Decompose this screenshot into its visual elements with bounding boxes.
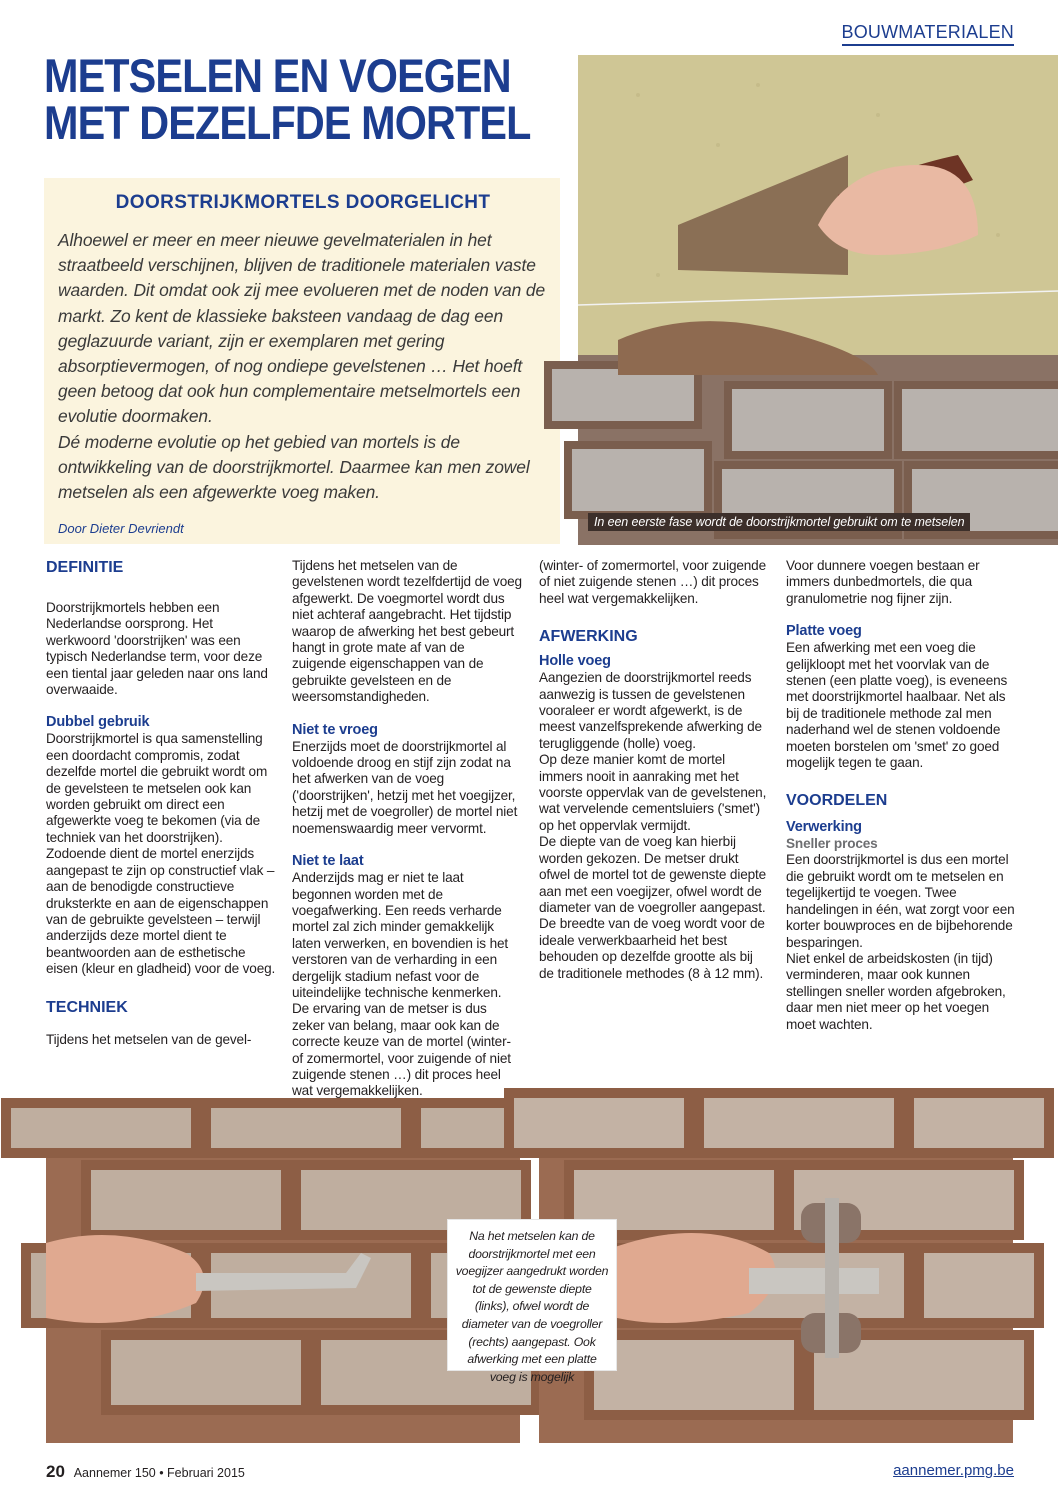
column-1 bbox=[46, 558, 276, 1048]
text-holle-voeg-2: Op deze manier komt de mortel immers nooit in aanraking met het voorste oppervlak van de gevelstenen, wat vervelende cementsluiers ('smet') op het oppervlak vermijdt. bbox=[539, 752, 767, 833]
photo-trowel-bricklaying bbox=[578, 55, 1058, 545]
heading-definitie: DEFINITIE bbox=[46, 559, 124, 576]
issue-info: Aannemer 150 • Februari 2015 bbox=[73, 1466, 245, 1480]
text-platte-voeg: Een afwerking met een voeg die gelijkloopt met het voorvlak van de stenen (een platte voeg), is eveneens met doorstrijkmortel haalbaar. Net als bij de traditionele methode zal men naderhand wel de stenen voldoende moeten borstelen om 'smet' zo goed mogelijk tegen te gaan. bbox=[786, 640, 1008, 771]
intro-paragraph-1: Alhoewel er meer en meer nieuwe gevelmaterialen in het straatbeeld verschijnen, blijven de traditionele materialen vaste waarden. Dit omdat ook zij mee evolueren met de noden van de markt. Zo kent de klassieke baksteen vandaag de dag een geglazuurde variant, zijn er exemplaren met gering absorptievermogen, of nog ondiepe gevelstenen … Het hoeft geen betoog dat ook hun complementaire metselmortels een evolutie doormaken. bbox=[58, 230, 546, 427]
text-niet-te-laat: Anderzijds mag er niet te laat begonnen worden met de voegafwerking. Een reeds verharde mortel zal zich minder gemakkelijk laten verwerken, en bovendien is het verstoren van de verharding in een dergelijk stadium nefast voor de uiteindelijke technische kenmerken. De ervaring van de metser is dus zeker van belang, maar ook kan de correcte keuze van de mortel (winter- of zomermortel, voor zuigende of niet zuigende stenen …) dit proces heel wat vergemakkelijken. bbox=[292, 870, 511, 1099]
section-tag: BOUWMATERIALEN bbox=[842, 22, 1014, 46]
text-dubbel-gebruik: Doorstrijkmortel is qua samenstelling een doordacht compromis, zodat dezelfde mortel die gebruikt wordt om de gevelsteen te metselen ook kan worden gebruikt om direct een afgewerkte voeg te bekomen (via de techniek van het doorstrijken). Zodoende dient de mortel enerzijds aangepast te zijn op constructief vlak – aan de benodigde constructieve druksterkte en aan de eigenschappen van de gebruikte gevelsteen – terwijl anderzijds deze mortel dient te beantwoorden aan de esthetische eisen (kleur en gladheid) voor de voeg. bbox=[46, 731, 276, 977]
heading-niet-te-vroeg: Niet te vroeg bbox=[292, 721, 378, 738]
text-holle-voeg-3: De diepte van de voeg kan hierbij worden gekozen. De metser drukt ofwel de mortel tot de gewenste diepte aan met een voegijzer, ofwel wordt de diameter van de voegroller aangepast. bbox=[539, 834, 767, 915]
footer-url-link[interactable]: aannemer.pmg.be bbox=[893, 1462, 1014, 1479]
column-4 bbox=[786, 558, 1016, 1033]
text-definitie: Doorstrijkmortels hebben een Nederlandse oorsprong. Het werkwoord 'doorstrijken' was een typisch Nederlandse term, voor deze een tiental jaar geleden naar ons land overwaaide. bbox=[46, 600, 268, 698]
page-title bbox=[44, 49, 531, 149]
byline: Door Dieter Devriendt bbox=[58, 521, 184, 537]
text-holle-voeg-1: Aangezien de doorstrijkmortel reeds aanwezig is tussen de gevelstenen vooraleer er wordt afgewerkt, is de meest vanzelfsprekende afwerking de terugliggende (holle) voeg. bbox=[539, 670, 762, 751]
text-techniek: Tijdens het metselen van de gevelstenen wordt tezelfdertijd de voeg afgewerkt. De voegmortel wordt dus niet achteraf aangebracht. Het tijdstip waarop de afwerking het best gebeurt hangt in grote mate af van de zuigende eigenschappen van de gebruikte gevelsteen en de weersomstandigheden. bbox=[292, 558, 522, 705]
heading-niet-te-laat: Niet te laat bbox=[292, 853, 364, 870]
caption-top-photo: In een eerste fase wordt de doorstrijkmortel gebruikt om te metselen bbox=[588, 513, 970, 531]
text-holle-voeg-4: De breedte van de voeg wordt voor de ideale verwerkbaarheid het best behouden op dezelfde grootte als bij de traditionele methodes (8 à 12 mm). bbox=[539, 916, 765, 981]
intro-paragraph-2: Dé moderne evolutie op het gebied van mortels is de ontwikkeling van de doorstrijkmortel. Daarmee kan men zowel metselen als een afgewerkte voeg maken. bbox=[58, 431, 530, 503]
intro-text bbox=[58, 228, 548, 505]
text-sneller-proces-2: Niet enkel de arbeidskosten (in tijd) verminderen, maar ook kunnen stellingen sneller worden afgebroken, daar men niet meer op het voegen moet wachten. bbox=[786, 950, 1006, 1032]
title-line-1: METSELEN EN VOEGEN bbox=[44, 49, 511, 102]
heading-dubbel-gebruik: Dubbel gebruik bbox=[46, 714, 150, 731]
text-dunbedmortels: Voor dunnere voegen bestaan er immers dunbedmortels, die qua granulometrie nog fijner zijn. bbox=[786, 558, 980, 606]
text-continuation-col3: (winter- of zomermortel, voor zuigende of niet zuigende stenen …) dit proces heel wat vergemakkelijken. bbox=[539, 558, 766, 606]
heading-afwerking: AFWERKING bbox=[539, 628, 638, 646]
photo-trowel-illustration bbox=[578, 55, 1058, 545]
column-2 bbox=[292, 558, 522, 1099]
title-line-2: MET DEZELFDE MORTEL bbox=[44, 96, 531, 149]
heading-platte-voeg: Platte voeg bbox=[786, 623, 862, 640]
heading-sneller-proces: Sneller proces bbox=[786, 836, 878, 852]
heading-holle-voeg: Holle voeg bbox=[539, 653, 611, 670]
footer-left bbox=[46, 1462, 245, 1482]
intro-heading: DOORSTRIJKMORTELS DOORGELICHT bbox=[115, 192, 491, 213]
page-number: 20 bbox=[46, 1462, 65, 1481]
caption-bottom-photos: Na het metselen kan de doorstrijkmortel met een voegijzer aangedrukt worden tot de gewenste diepte (links), ofwel wordt de diameter van de voegroller (rechts) aangepast. Ook afwerking met een platte voeg is mogelijk bbox=[448, 1220, 616, 1370]
text-sneller-proces-1: Een doorstrijkmortel is dus een mortel die gebruikt wordt om te metselen en tegelijkertijd te voegen. Twee handelingen in één, wat zorgt voor een korter bouwproces en de bijbehorende besparingen. bbox=[786, 852, 1015, 950]
heading-techniek: TECHNIEK bbox=[46, 998, 128, 1016]
heading-voordelen: VOORDELEN bbox=[786, 792, 888, 810]
heading-verwerking: Verwerking bbox=[786, 819, 862, 836]
text-niet-te-vroeg: Enerzijds moet de doorstrijkmortel al voldoende droog en stijf zijn zodat na het afwerken van de voeg ('doorstrijken', hetzij met het voegijzer, hetzij met de voegroller) de mortel niet noemenswaardig meer vervormt. bbox=[292, 738, 518, 836]
text-techniek-start: Tijdens het metselen van de gevel- bbox=[46, 1031, 252, 1047]
column-3 bbox=[539, 558, 769, 982]
intro-box bbox=[44, 178, 560, 544]
